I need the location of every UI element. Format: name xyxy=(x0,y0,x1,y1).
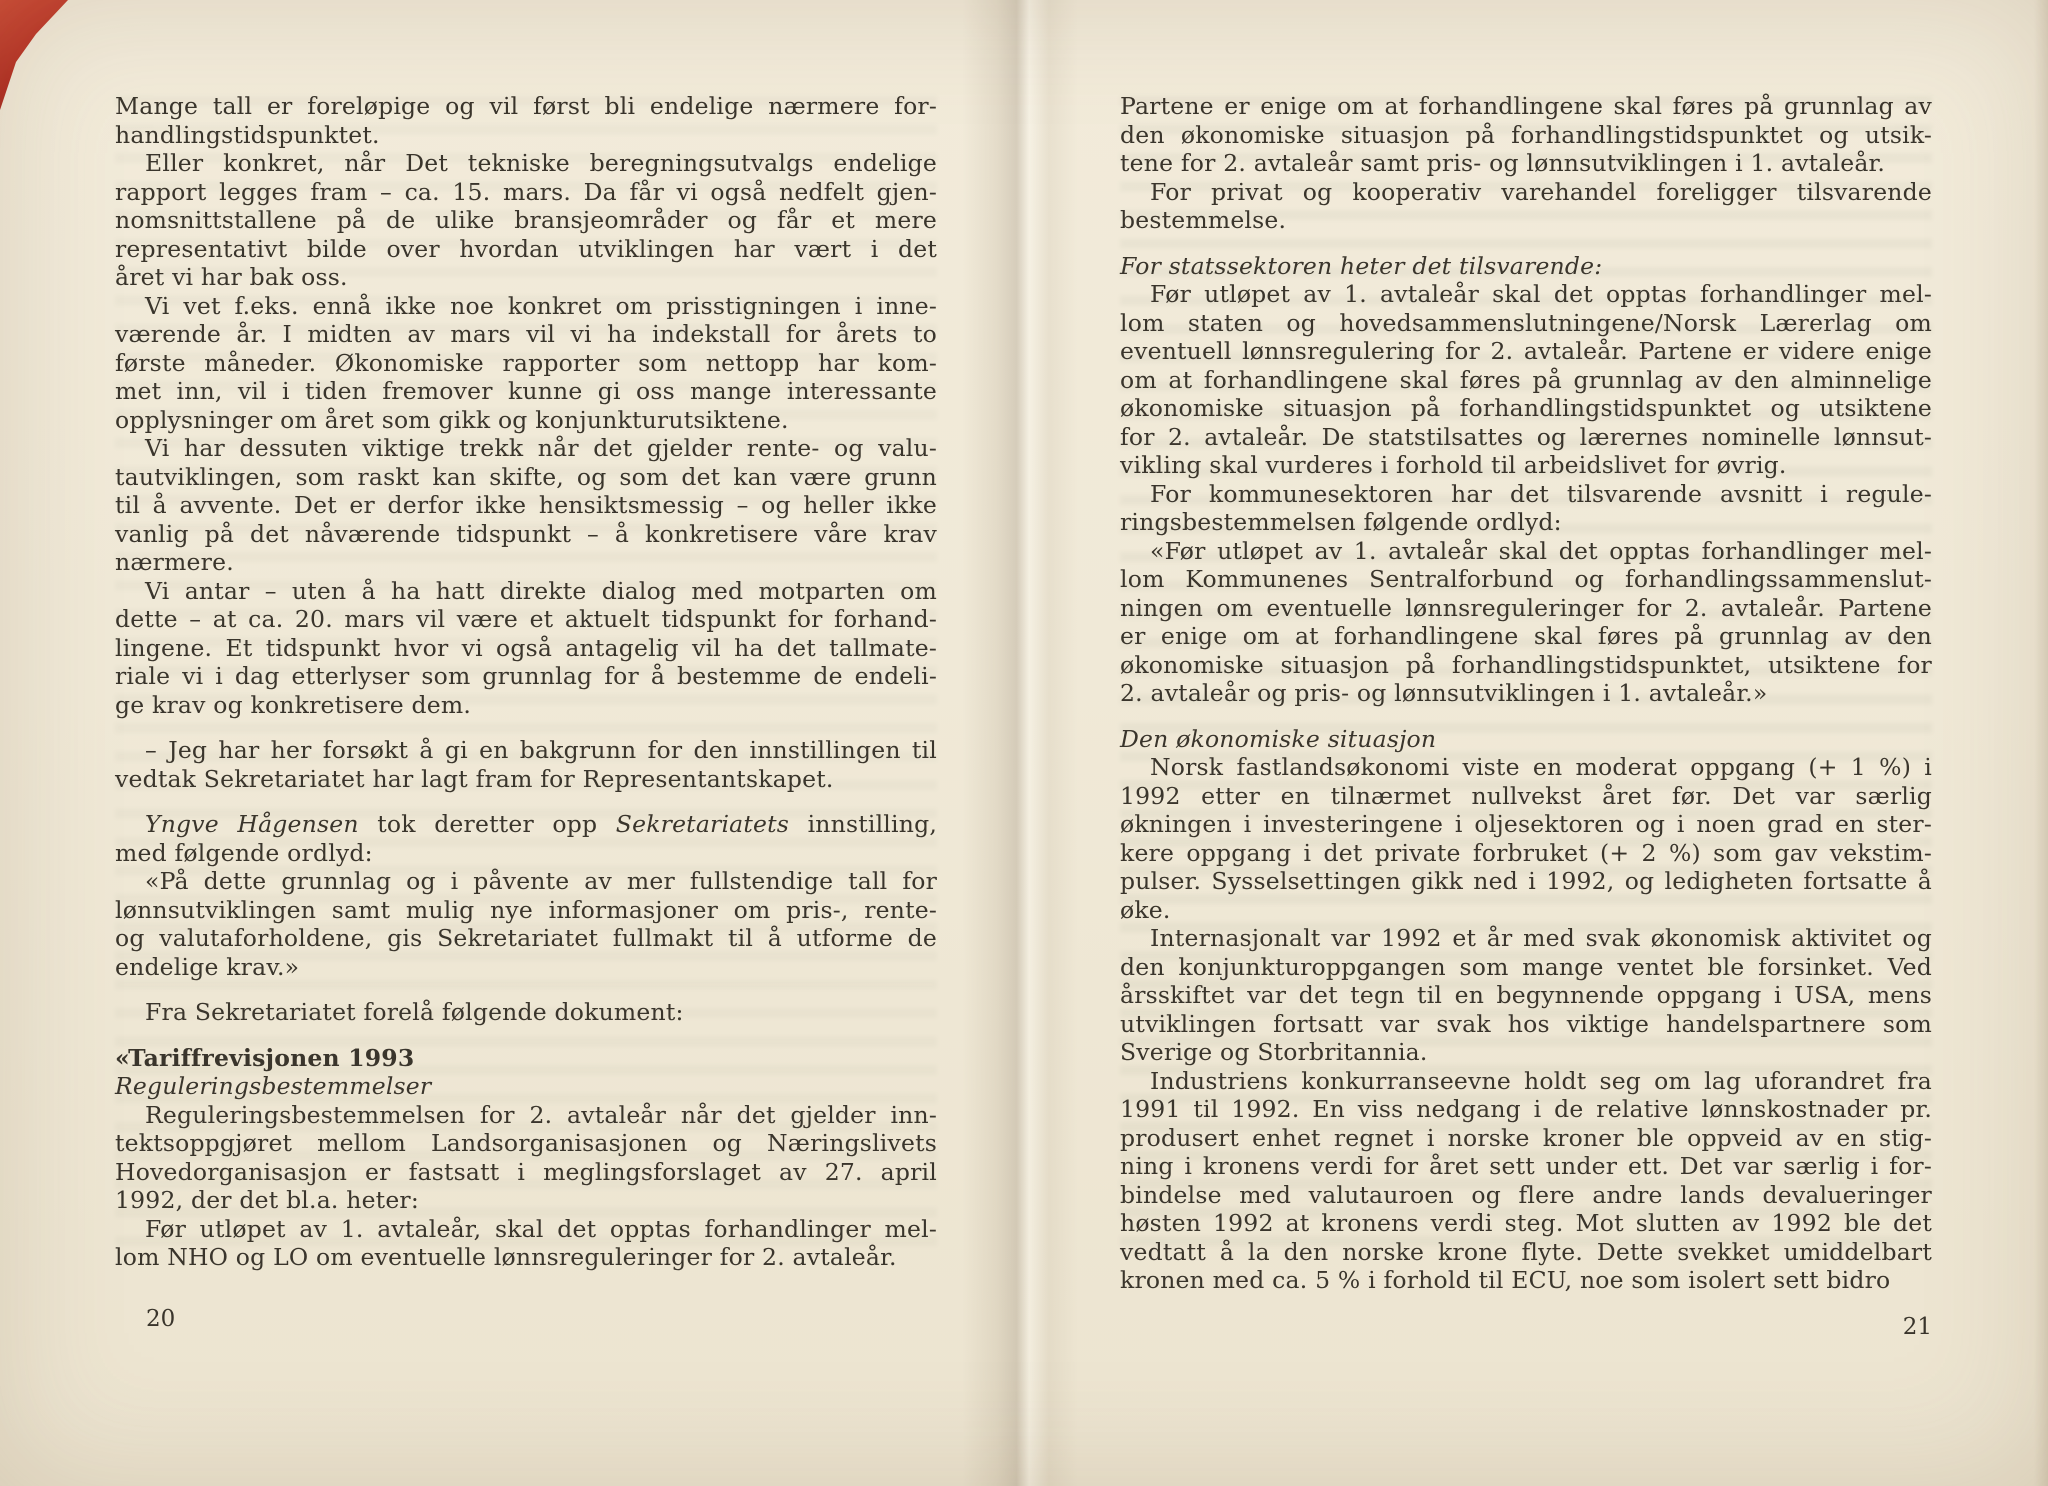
text-line: høsten 1992 at kronens verdi steg. Mot slutten av 1992 ble det xyxy=(1120,1209,1932,1237)
text-line: nomsnittstallene på de ulike bransjeområder og får et mere xyxy=(115,206,937,234)
text-line: Mange tall er foreløpige og vil først bli endelige nærmere for- xyxy=(115,92,937,120)
paragraph xyxy=(1120,924,1932,1067)
text-line xyxy=(115,810,937,839)
text-line: lom NHO og LO om eventuelle lønnsreguleringer for 2. avtaleår. xyxy=(115,1243,897,1271)
text-line: 2. avtaleår og pris- og lønnsutviklingen i 1. avtaleår.» xyxy=(1120,679,1768,707)
text-line: 1992 etter en tilnærmet nullvekst året før. Det var særlig xyxy=(1120,781,1932,810)
text-line: 1991 til 1992. En viss nedgang i de relative lønnskostnader pr. xyxy=(1120,1095,1932,1123)
text-line: værende år. I midten av mars vil vi ha indekstall for årets to xyxy=(115,320,937,348)
text-line: ge krav og konkretisere dem. xyxy=(115,690,472,719)
text-line: vanlig på det nåværende tidspunkt – å konkretisere våre krav xyxy=(115,519,937,548)
text-line: ningen om eventuelle lønnsreguleringer for 2. avtaleår. Partene xyxy=(1120,593,1932,622)
text-line: lom Kommunenes Sentralforbund og forhandlingssammenslut- xyxy=(1120,565,1932,593)
text-line: 1992, der det bl.a. heter: xyxy=(115,1186,419,1214)
text-line: den økonomiske situasjon på forhandlingstidspunktet og utsik- xyxy=(1120,120,1932,149)
page-gutter-fold xyxy=(962,0,1078,1486)
text-line: dette – at ca. 20. mars vil være et aktuelt tidspunkt for forhand- xyxy=(115,605,937,633)
text-line: lønnsutviklingen samt mulig nye informasjoner om pris-, rente- xyxy=(115,895,937,924)
text-line: året vi har bak oss. xyxy=(115,263,348,291)
paragraph xyxy=(115,92,937,149)
italic-text-segment: Yngve Hågensen xyxy=(145,810,359,838)
text-line: lom staten og hovedsammenslutningene/Norsk Lærerlag om xyxy=(1120,308,1932,337)
paragraph xyxy=(115,1215,937,1272)
text-line: Reguleringsbestemmelser xyxy=(115,1072,432,1100)
text-line: øke. xyxy=(1120,895,1171,924)
text-line: første måneder. Økonomiske rapporter som nettopp har kom- xyxy=(115,348,937,377)
paragraph xyxy=(1120,178,1932,235)
text-line: vikling skal vurderes i forhold til arbeidslivet for øvrig. xyxy=(1120,451,1787,479)
text-line: Fra Sekretariatet forelå følgende dokument: xyxy=(145,998,684,1026)
italic-text-segment: Sekretariatets xyxy=(615,810,790,838)
text-line: opplysninger om året som gikk og konjunkturutsiktene. xyxy=(115,405,789,434)
text-line: Internasjonalt var 1992 et år med svak økonomisk aktivitet og xyxy=(1150,924,1932,952)
text-line: Før utløpet av 1. avtaleår skal det opptas forhandlinger mel- xyxy=(1150,280,1932,308)
page-edge-shadow xyxy=(2034,0,2048,1486)
text-line: økningen i investeringene i oljesektoren og i noen grad en ster- xyxy=(1120,810,1932,838)
paragraph xyxy=(115,867,937,981)
paragraph xyxy=(115,149,937,292)
text-line: Reguleringsbestemmelsen for 2. avtaleår når det gjelder inn- xyxy=(145,1100,937,1129)
text-line: Sverige og Storbritannia. xyxy=(1120,1038,1428,1066)
text-line: met inn, vil i tiden fremover kunne gi oss mange interessante xyxy=(115,377,937,405)
text-line: økonomiske situasjon på forhandlingstidspunktet og utsiktene xyxy=(1120,394,1932,422)
text-line: tautviklingen, som raskt kan skifte, og som det kan være grunn xyxy=(115,462,937,491)
paragraph xyxy=(1120,92,1932,178)
text-line: Eller konkret, når Det tekniske beregningsutvalgs endelige xyxy=(145,149,937,177)
text-line: tektsoppgjøret mellom Landsorganisasjonen og Næringslivets xyxy=(115,1129,937,1157)
text-line: vedtatt å la den norske krone flyte. Dette svekket umiddelbart xyxy=(1120,1237,1932,1266)
paragraph xyxy=(1120,280,1932,480)
text-line: riale vi i dag etterlyser som grunnlag for å bestemme de endeli- xyxy=(115,662,937,690)
paragraph xyxy=(115,810,937,867)
page-number-left: 20 xyxy=(146,1306,176,1332)
paragraph xyxy=(115,998,937,1027)
text-line: bindelse med valutauroen og flere andre lands devalueringer xyxy=(1120,1180,1932,1209)
text-line: handlingstidspunktet. xyxy=(115,120,380,149)
text-line: vedtak Sekretariatet har lagt fram for Representantskapet. xyxy=(115,764,834,793)
text-line: tene for 2. avtaleår samt pris- og lønnsutviklingen i 1. avtaleår. xyxy=(1120,149,1886,177)
red-cover-corner xyxy=(0,0,82,122)
text-line: For privat og kooperativ varehandel foreligger tilsvarende xyxy=(1150,177,1932,206)
text-segment: tok deretter opp xyxy=(358,810,616,838)
text-line: representativt bilde over hvordan utviklingen har vært i det xyxy=(115,234,937,263)
paragraph xyxy=(1120,1067,1932,1295)
paragraph xyxy=(115,1072,937,1101)
paragraph xyxy=(1120,753,1932,924)
text-line: endelige krav.» xyxy=(115,952,300,981)
text-line: «Tariffrevisjonen 1993 xyxy=(115,1043,415,1072)
text-line: utviklingen fortsatt var svak hos viktige handelspartnere som xyxy=(1120,1009,1932,1038)
text-line: kere oppgang i det private forbruket (+ 2 %) som gav vekstim- xyxy=(1120,838,1932,867)
text-line: om at forhandlingene skal føres på grunnlag av den alminnelige xyxy=(1120,365,1932,394)
page-number-right: 21 xyxy=(1902,1314,1932,1340)
text-line: Vi antar – uten å ha hatt direkte dialog med motparten om xyxy=(145,576,937,605)
text-line: økonomiske situasjon på forhandlingstidspunktet, utsiktene for xyxy=(1120,650,1932,679)
paragraph xyxy=(1120,252,1932,281)
text-line: til å avvente. Det er derfor ikke hensiktsmessig – og heller ikke xyxy=(115,491,937,519)
left-page-text-column xyxy=(115,92,937,1272)
text-line: Industriens konkurranseevne holdt seg om lag uforandret fra xyxy=(1150,1066,1932,1095)
text-line: for 2. avtaleår. De statstilsattes og lærernes nominelle lønnsut- xyxy=(1120,422,1932,451)
text-line: Før utløpet av 1. avtaleår, skal det opptas forhandlinger mel- xyxy=(145,1214,937,1243)
paragraph xyxy=(115,577,937,720)
text-line: produsert enhet regnet i norske kroner ble oppveid av en stig- xyxy=(1120,1123,1932,1152)
text-line: ning i kronens verdi for året sett under ett. Det var særlig i for- xyxy=(1120,1152,1932,1180)
paragraph xyxy=(115,434,937,577)
text-line: nærmere. xyxy=(115,548,234,576)
text-line: For kommunesektoren har det tilsvarende avsnitt i regule- xyxy=(1150,479,1932,508)
text-line: Vi vet f.eks. ennå ikke noe konkret om prisstigningen i inne- xyxy=(145,291,937,320)
text-segment: innstilling, xyxy=(789,810,937,838)
paragraph xyxy=(115,292,937,435)
right-page-text-column xyxy=(1120,92,1932,1295)
text-line: med følgende ordlyd: xyxy=(115,838,373,867)
text-line: lingene. Et tidspunkt hvor vi også antagelig vil ha det tallmate- xyxy=(115,633,937,662)
text-line: rapport legges fram – ca. 15. mars. Da får vi også nedfelt gjen- xyxy=(115,177,937,206)
text-line: «På dette grunnlag og i påvente av mer fullstendige tall for xyxy=(145,867,937,895)
text-line: Hovedorganisasjon er fastsatt i meglingsforslaget av 27. april xyxy=(115,1157,937,1186)
text-line: For statssektoren heter det tilsvarende: xyxy=(1120,251,1603,280)
text-line: kronen med ca. 5 % i forhold til ECU, noe som isolert sett bidro xyxy=(1120,1266,1891,1294)
text-line: Vi har dessuten viktige trekk når det gjelder rente- og valu- xyxy=(145,434,937,462)
text-line: årsskiftet var det tegn til en begynnende oppgang i USA, mens xyxy=(1120,981,1932,1009)
text-line: Den økonomiske situasjon xyxy=(1120,724,1437,753)
paragraph xyxy=(115,736,937,793)
text-line: og valutaforholdene, gis Sekretariatet fullmakt til å utforme de xyxy=(115,924,937,952)
text-line: Norsk fastlandsøkonomi viste en moderat oppgang (+ 1 %) i xyxy=(1150,753,1932,781)
paragraph xyxy=(115,1044,937,1073)
text-line: den konjunkturoppgangen som mange ventet ble forsinket. Ved xyxy=(1120,952,1932,981)
paragraph xyxy=(1120,537,1932,708)
text-line: – Jeg har her forsøkt å gi en bakgrunn for den innstillingen til xyxy=(145,736,937,764)
text-line: bestemmelse. xyxy=(1120,206,1287,234)
text-line: Partene er enige om at forhandlingene skal føres på grunnlag av xyxy=(1120,92,1932,120)
paragraph xyxy=(1120,725,1932,754)
text-line: «Før utløpet av 1. avtaleår skal det opptas forhandlinger mel- xyxy=(1150,536,1932,565)
paragraph xyxy=(1120,480,1932,537)
text-line: er enige om at forhandlingene skal føres på grunnlag av den xyxy=(1120,622,1932,650)
text-line: pulser. Sysselsettingen gikk ned i 1992, og ledigheten fortsatte å xyxy=(1120,867,1932,895)
text-line: eventuell lønnsregulering for 2. avtaleår. Partene er videre enige xyxy=(1120,337,1932,365)
paragraph xyxy=(115,1101,937,1215)
text-line: ringsbestemmelsen følgende ordlyd: xyxy=(1120,508,1562,536)
